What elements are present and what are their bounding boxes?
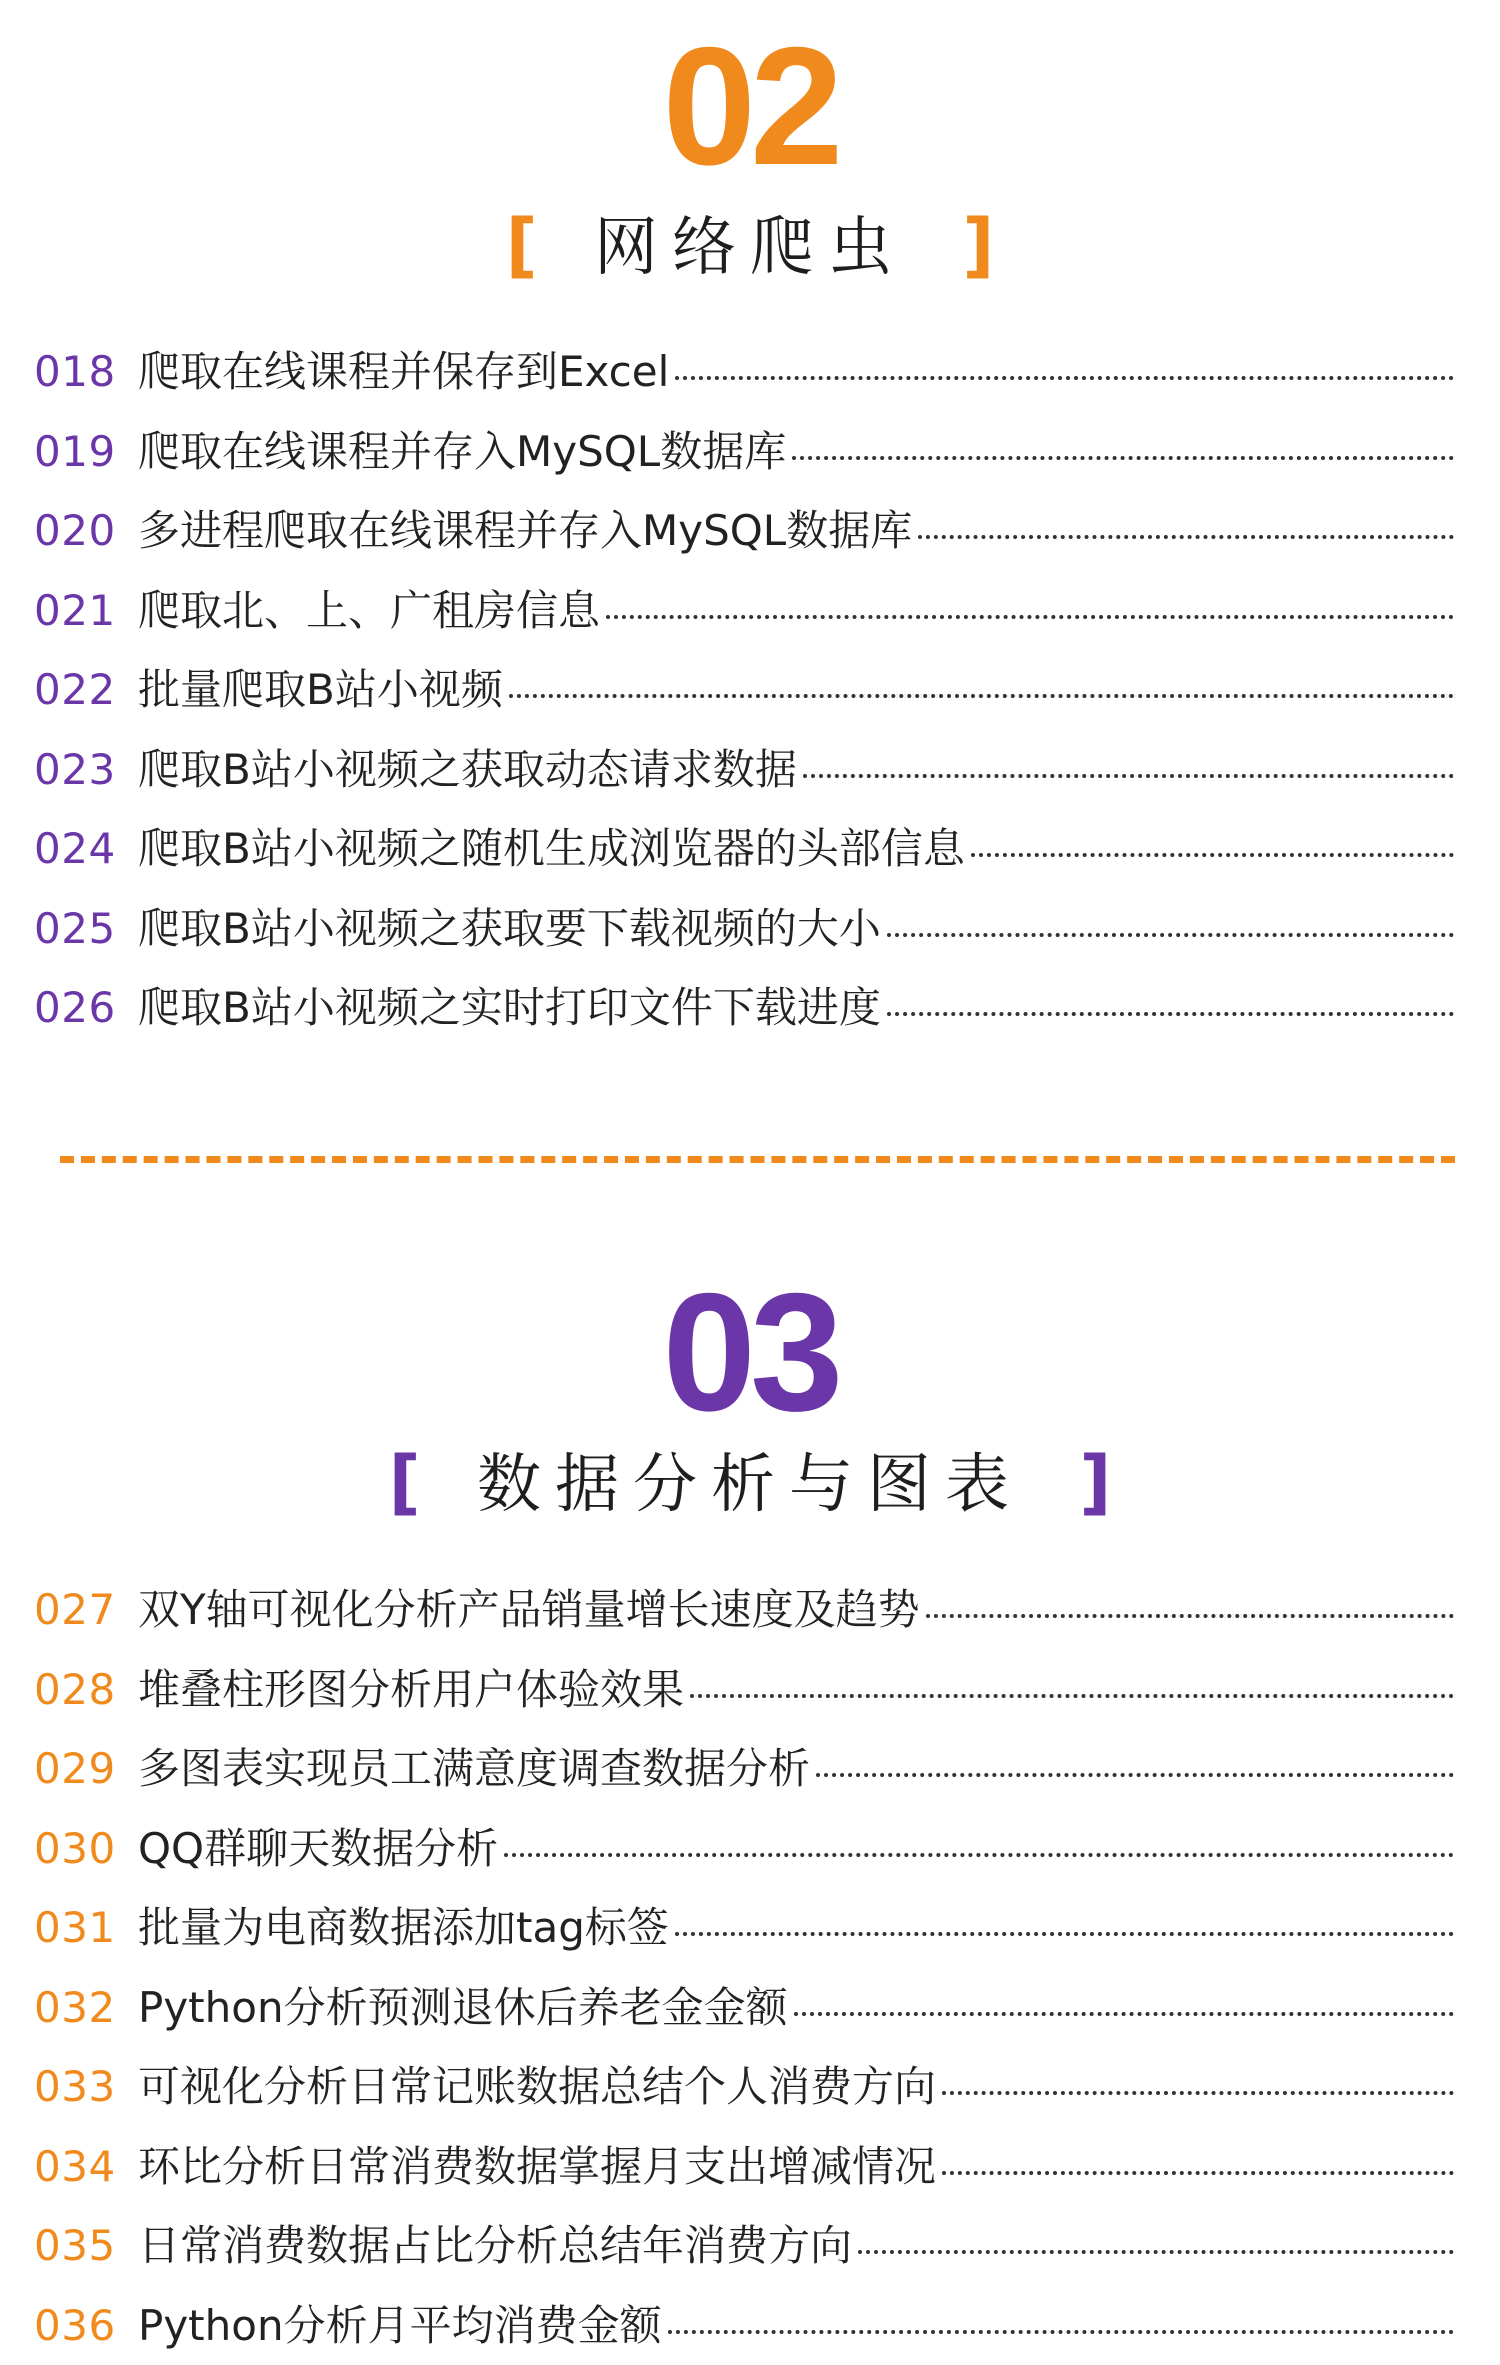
toc-dot-leader xyxy=(816,1773,1454,1777)
toc-entry[interactable] xyxy=(34,650,1454,730)
toc-entry-title: 双Y轴可视化分析产品销量增长速度及趋势 xyxy=(138,1570,920,1650)
toc-entry-number: 026 xyxy=(34,968,138,1048)
toc-entry-number: 019 xyxy=(34,412,138,492)
toc-dot-leader xyxy=(690,1694,1454,1698)
section-02-title: 网络爬虫 xyxy=(594,211,906,285)
section-03-title: 数据分析与图表 xyxy=(477,1448,1023,1522)
toc-dot-leader xyxy=(918,535,1454,539)
toc-entry[interactable] xyxy=(34,1888,1454,1968)
toc-dot-leader xyxy=(887,1012,1454,1016)
toc-entry-title: 堆叠柱形图分析用户体验效果 xyxy=(138,1650,684,1730)
toc-entry[interactable] xyxy=(34,1650,1454,1730)
toc-dot-leader xyxy=(675,376,1454,380)
toc-entry[interactable] xyxy=(34,1809,1454,1889)
toc-dot-leader xyxy=(794,2012,1454,2016)
section-divider xyxy=(60,1156,1455,1163)
bracket-close: ] xyxy=(962,204,994,286)
toc-entry-number: 021 xyxy=(34,571,138,651)
toc-entry-number: 029 xyxy=(34,1729,138,1809)
toc-entry-title: 可视化分析日常记账数据总结个人消费方向 xyxy=(138,2047,936,2127)
toc-dot-leader xyxy=(509,694,1454,698)
toc-dot-leader xyxy=(668,2330,1454,2334)
toc-entry-number: 033 xyxy=(34,2047,138,2127)
toc-dot-leader xyxy=(606,615,1454,619)
toc-entry-title: Python分析预测退休后养老金金额 xyxy=(138,1968,788,2048)
toc-entry-number: 024 xyxy=(34,809,138,889)
section-02-heading xyxy=(0,205,1500,288)
section-03-toc-list xyxy=(34,1570,1454,2365)
toc-entry-title: 爬取B站小视频之实时打印文件下载进度 xyxy=(138,968,881,1048)
section-03-number: 03 xyxy=(0,1268,1500,1436)
toc-dot-leader xyxy=(926,1614,1454,1618)
toc-entry[interactable] xyxy=(34,491,1454,571)
bracket-close: ] xyxy=(1079,1441,1111,1523)
bracket-open: [ xyxy=(389,1441,421,1523)
toc-entry-title: 批量爬取B站小视频 xyxy=(138,650,503,730)
toc-entry-number: 020 xyxy=(34,491,138,571)
toc-entry[interactable] xyxy=(34,571,1454,651)
toc-dot-leader xyxy=(803,774,1454,778)
toc-entry-number: 022 xyxy=(34,650,138,730)
toc-entry[interactable] xyxy=(34,2206,1454,2286)
toc-entry[interactable] xyxy=(34,730,1454,810)
section-02-number: 02 xyxy=(0,22,1500,190)
toc-entry-number: 036 xyxy=(34,2286,138,2365)
toc-entry[interactable] xyxy=(34,332,1454,412)
toc-dot-leader xyxy=(942,2171,1454,2175)
toc-entry-number: 035 xyxy=(34,2206,138,2286)
toc-entry-title: 爬取在线课程并存入MySQL数据库 xyxy=(138,412,786,492)
toc-entry-title: QQ群聊天数据分析 xyxy=(138,1809,498,1889)
toc-dot-leader xyxy=(887,933,1454,937)
toc-entry-title: 爬取北、上、广租房信息 xyxy=(138,571,600,651)
toc-entry-title: 爬取在线课程并保存到Excel xyxy=(138,332,669,412)
toc-entry[interactable] xyxy=(34,2047,1454,2127)
toc-entry[interactable] xyxy=(34,809,1454,889)
toc-entry-number: 027 xyxy=(34,1570,138,1650)
toc-entry-title: 多图表实现员工满意度调查数据分析 xyxy=(138,1729,810,1809)
toc-entry[interactable] xyxy=(34,2127,1454,2207)
toc-entry-title: 爬取B站小视频之获取要下载视频的大小 xyxy=(138,889,881,969)
toc-entry[interactable] xyxy=(34,412,1454,492)
toc-entry-title: 环比分析日常消费数据掌握月支出增减情况 xyxy=(138,2127,936,2207)
toc-entry-number: 025 xyxy=(34,889,138,969)
bracket-open: [ xyxy=(506,204,538,286)
toc-entry-title: Python分析月平均消费金额 xyxy=(138,2286,662,2365)
toc-entry[interactable] xyxy=(34,1570,1454,1650)
toc-entry[interactable] xyxy=(34,2286,1454,2365)
toc-entry-number: 034 xyxy=(34,2127,138,2207)
toc-entry[interactable] xyxy=(34,1729,1454,1809)
toc-entry-number: 023 xyxy=(34,730,138,810)
toc-dot-leader xyxy=(792,456,1454,460)
section-02-toc-list xyxy=(34,332,1454,1048)
toc-entry-title: 爬取B站小视频之随机生成浏览器的头部信息 xyxy=(138,809,965,889)
toc-dot-leader xyxy=(971,853,1454,857)
toc-entry-title: 爬取B站小视频之获取动态请求数据 xyxy=(138,730,797,810)
toc-entry[interactable] xyxy=(34,968,1454,1048)
section-03-heading xyxy=(0,1442,1500,1525)
toc-dot-leader xyxy=(675,1932,1454,1936)
toc-entry[interactable] xyxy=(34,1968,1454,2048)
toc-entry-number: 032 xyxy=(34,1968,138,2048)
toc-entry-number: 018 xyxy=(34,332,138,412)
toc-dot-leader xyxy=(942,2091,1454,2095)
toc-entry-title: 日常消费数据占比分析总结年消费方向 xyxy=(138,2206,852,2286)
toc-entry-number: 030 xyxy=(34,1809,138,1889)
toc-entry-number: 031 xyxy=(34,1888,138,1968)
toc-dot-leader xyxy=(858,2250,1454,2254)
toc-entry-title: 多进程爬取在线课程并存入MySQL数据库 xyxy=(138,491,912,571)
toc-entry[interactable] xyxy=(34,889,1454,969)
toc-dot-leader xyxy=(504,1853,1454,1857)
toc-entry-title: 批量为电商数据添加tag标签 xyxy=(138,1888,669,1968)
toc-entry-number: 028 xyxy=(34,1650,138,1730)
